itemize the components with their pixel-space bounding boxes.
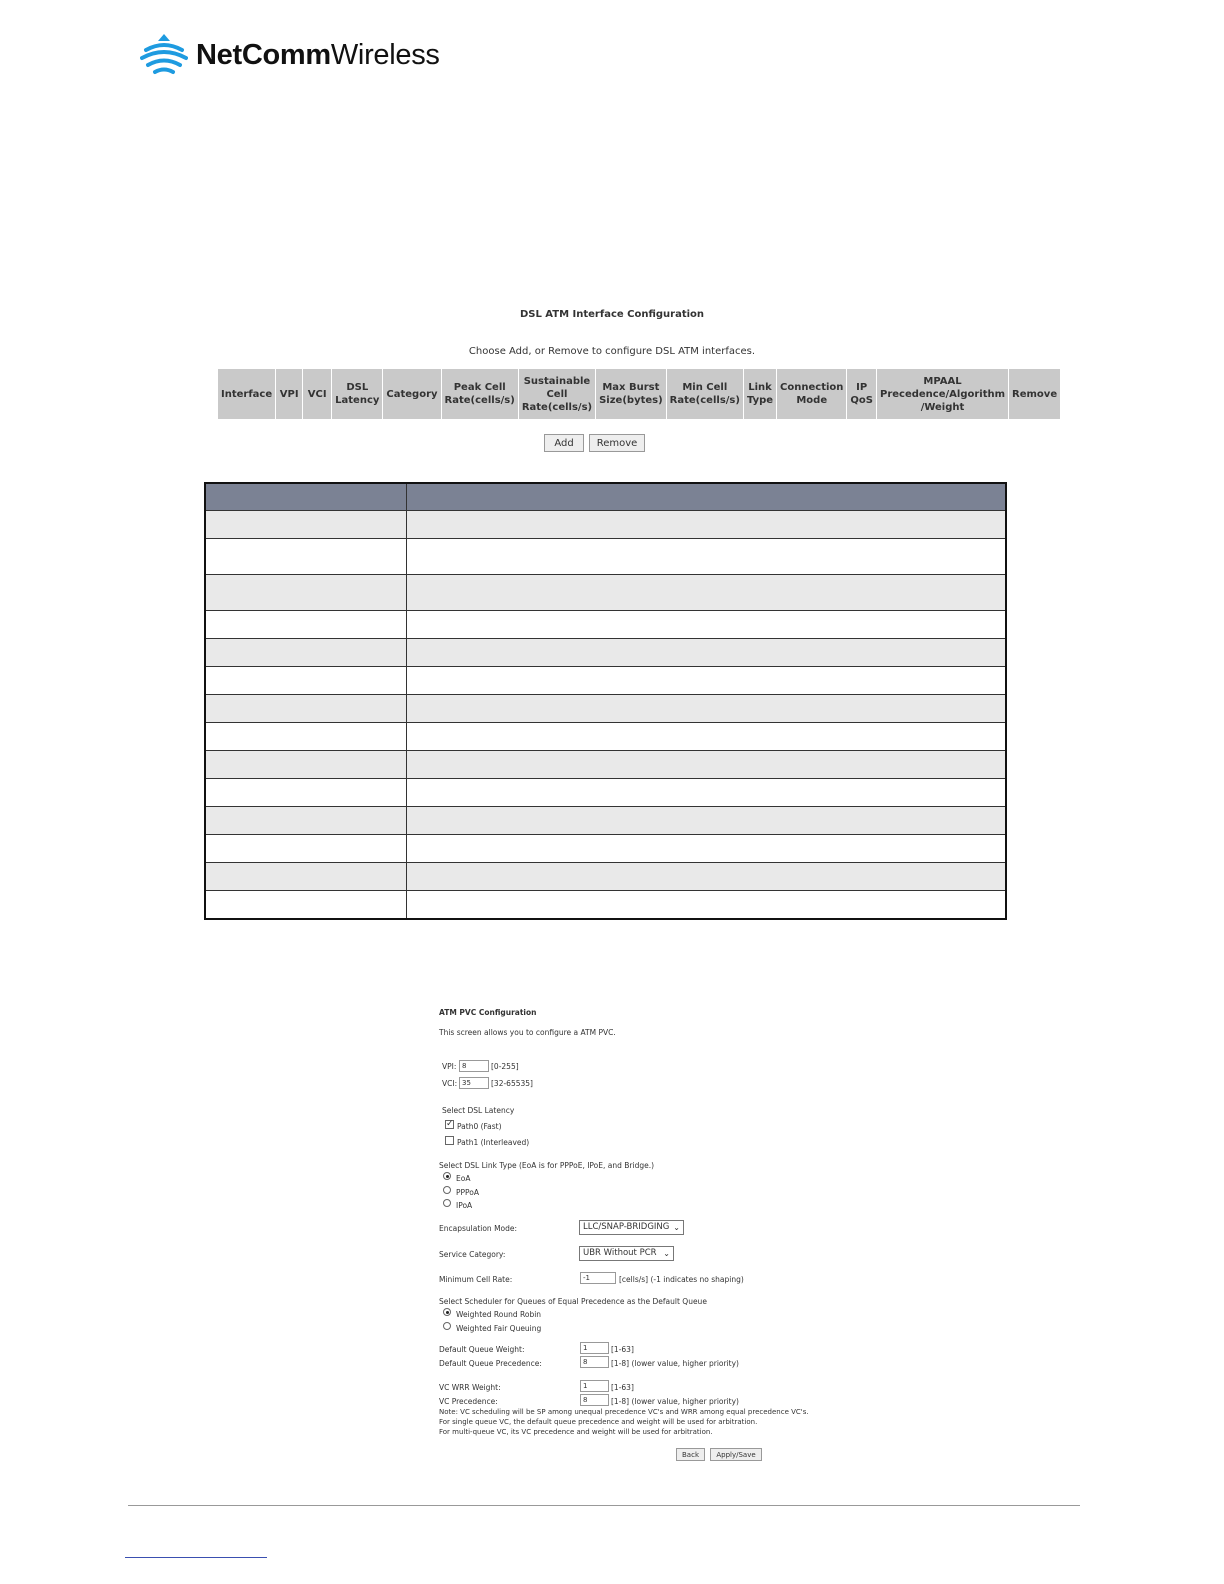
ipoa-radio[interactable] — [443, 1199, 451, 1207]
scheduler-label: Select Scheduler for Queues of Equal Precedence as the Default Queue — [439, 1297, 707, 1306]
path0-label: Path0 (Fast) — [457, 1122, 502, 1131]
col-peak-cell-rate: Peak Cell Rate(cells/s) — [441, 369, 518, 420]
wrr-radio[interactable] — [443, 1308, 451, 1316]
table-cell — [407, 835, 1007, 863]
encap-select[interactable] — [579, 1220, 684, 1235]
table-cell — [407, 751, 1007, 779]
note-line-1: Note: VC scheduling will be SP among unequal precedence VC's and WRR among equal precedence VC's. — [439, 1408, 809, 1416]
table-cell — [205, 575, 407, 611]
table-cell — [407, 639, 1007, 667]
table-cell — [407, 667, 1007, 695]
table-cell — [205, 891, 407, 919]
table-row — [205, 639, 1006, 667]
add-button[interactable]: Add — [544, 434, 584, 452]
encap-value: LLC/SNAP-BRIDGING — [583, 1222, 670, 1232]
brand-name: NetCommWireless — [196, 38, 440, 71]
pvc-intro: This screen allows you to configure a ATM PVC. — [439, 1028, 616, 1037]
table-cell — [205, 695, 407, 723]
dq-weight-range: [1-63] — [611, 1345, 634, 1354]
apply-save-button[interactable]: Apply/Save — [710, 1448, 762, 1461]
dsl-atm-subtitle: Choose Add, or Remove to configure DSL ATM interfaces. — [468, 346, 756, 357]
service-label: Service Category: — [439, 1250, 506, 1259]
table-row — [205, 751, 1006, 779]
netcomm-logo — [140, 30, 440, 80]
col-link-type: Link Type — [743, 369, 776, 420]
col-connection-mode: Connection Mode — [777, 369, 847, 420]
wifi-logo-icon — [140, 32, 188, 78]
table-row — [205, 807, 1006, 835]
service-select[interactable] — [579, 1246, 674, 1261]
vci-range: [32-65535] — [491, 1079, 533, 1088]
table-cell — [407, 723, 1007, 751]
header-cell — [407, 483, 1007, 511]
col-remove: Remove — [1009, 369, 1061, 420]
ipoa-label: IPoA — [456, 1201, 473, 1210]
min-cell-label: Minimum Cell Rate: — [439, 1275, 513, 1284]
table-cell — [205, 779, 407, 807]
col-interface: Interface — [218, 369, 276, 420]
path1-label: Path1 (Interleaved) — [457, 1138, 530, 1147]
path0-checkbox[interactable]: ✓ — [446, 1119, 454, 1129]
col-dsl-latency: DSL Latency — [332, 369, 383, 420]
min-cell-input[interactable]: -1 — [580, 1272, 616, 1284]
vci-label: VCI: — [442, 1079, 458, 1088]
col-sustainable-cell-rate: Sustainable Cell Rate(cells/s) — [518, 369, 595, 420]
col-category: Category — [383, 369, 441, 420]
eoa-radio[interactable] — [443, 1172, 451, 1180]
header-cell — [205, 483, 407, 511]
encap-label: Encapsulation Mode: — [439, 1224, 518, 1233]
dq-prec-input[interactable]: 8 — [580, 1356, 609, 1368]
col-mpaal: MPAAL Precedence/Algorithm /Weight — [876, 369, 1008, 420]
dq-prec-label: Default Queue Precedence: — [439, 1359, 542, 1368]
table-row — [205, 695, 1006, 723]
table-row — [205, 511, 1006, 539]
table-cell — [205, 511, 407, 539]
table-cell — [205, 751, 407, 779]
col-ip-qos: IP QoS — [847, 369, 877, 420]
atm-pvc-panel — [438, 1005, 809, 1470]
vc-wrr-range: [1-63] — [611, 1383, 634, 1392]
dq-weight-input[interactable]: 1 — [580, 1342, 609, 1354]
chevron-down-icon: ⌄ — [663, 1249, 670, 1258]
table-row — [205, 611, 1006, 639]
vc-wrr-label: VC WRR Weight: — [439, 1383, 501, 1392]
service-value: UBR Without PCR — [583, 1248, 657, 1258]
table-cell — [407, 807, 1007, 835]
pvc-title: ATM PVC Configuration — [439, 1008, 537, 1017]
table-cell — [205, 539, 407, 575]
vpi-label: VPI: — [442, 1062, 457, 1071]
table-cell — [205, 863, 407, 891]
table-cell — [407, 611, 1007, 639]
vpi-input[interactable]: 8 — [459, 1060, 489, 1072]
table-header-row — [218, 369, 1061, 420]
dsl-atm-title: DSL ATM Interface Configuration — [519, 309, 705, 320]
link-type-label: Select DSL Link Type (EoA is for PPPoE, IPoE, and Bridge.) — [439, 1161, 655, 1170]
table-cell — [407, 891, 1007, 919]
table-cell — [407, 695, 1007, 723]
table-row — [205, 667, 1006, 695]
dq-prec-range: [1-8] (lower value, higher priority) — [611, 1359, 739, 1368]
latency-label: Select DSL Latency — [442, 1106, 515, 1115]
back-button[interactable]: Back — [676, 1448, 705, 1461]
footer-divider — [128, 1505, 1080, 1506]
vpi-range: [0-255] — [491, 1062, 519, 1071]
col-vci: VCI — [303, 369, 332, 420]
table-row — [205, 835, 1006, 863]
table-row — [205, 575, 1006, 611]
pppoa-radio[interactable] — [443, 1186, 451, 1194]
vci-input[interactable]: 35 — [459, 1077, 489, 1089]
col-vpi: VPI — [276, 369, 303, 420]
note-line-2: For single queue VC, the default queue precedence and weight will be used for arbitration. — [439, 1418, 758, 1426]
path1-checkbox[interactable] — [445, 1136, 454, 1145]
table-row — [205, 723, 1006, 751]
table-cell — [407, 539, 1007, 575]
footer-link-underline[interactable] — [125, 1557, 267, 1558]
col-min-cell-rate: Min Cell Rate(cells/s) — [666, 369, 743, 420]
table-cell — [205, 723, 407, 751]
dq-weight-label: Default Queue Weight: — [439, 1345, 525, 1354]
note-line-3: For multi-queue VC, its VC precedence and weight will be used for arbitration. — [439, 1428, 713, 1436]
dsl-atm-table — [217, 368, 1061, 420]
vc-prec-range: [1-8] (lower value, higher priority) — [611, 1397, 739, 1406]
table-cell — [407, 575, 1007, 611]
table-cell — [205, 667, 407, 695]
table-cell — [407, 863, 1007, 891]
table-header-row — [205, 483, 1006, 511]
table-row — [205, 779, 1006, 807]
table-cell — [205, 835, 407, 863]
remove-button[interactable]: Remove — [589, 434, 645, 452]
wfq-radio[interactable] — [443, 1322, 451, 1330]
wfq-label: Weighted Fair Queuing — [456, 1324, 542, 1333]
pppoa-label: PPPoA — [456, 1188, 480, 1197]
table-row — [205, 539, 1006, 575]
chevron-down-icon: ⌄ — [673, 1223, 680, 1232]
col-max-burst-size: Max Burst Size(bytes) — [596, 369, 667, 420]
field-description-table — [204, 482, 1007, 920]
table-cell — [407, 779, 1007, 807]
table-cell — [205, 807, 407, 835]
table-cell — [205, 639, 407, 667]
min-cell-hint: [cells/s] (-1 indicates no shaping) — [619, 1275, 744, 1284]
vc-wrr-input[interactable]: 1 — [580, 1380, 609, 1392]
table-row — [205, 863, 1006, 891]
vc-prec-label: VC Precedence: — [439, 1397, 498, 1406]
table-cell — [407, 511, 1007, 539]
wrr-label: Weighted Round Robin — [456, 1310, 542, 1319]
table-row — [205, 891, 1006, 919]
table-cell — [205, 611, 407, 639]
vc-prec-input[interactable]: 8 — [580, 1394, 609, 1406]
eoa-label: EoA — [456, 1174, 471, 1183]
